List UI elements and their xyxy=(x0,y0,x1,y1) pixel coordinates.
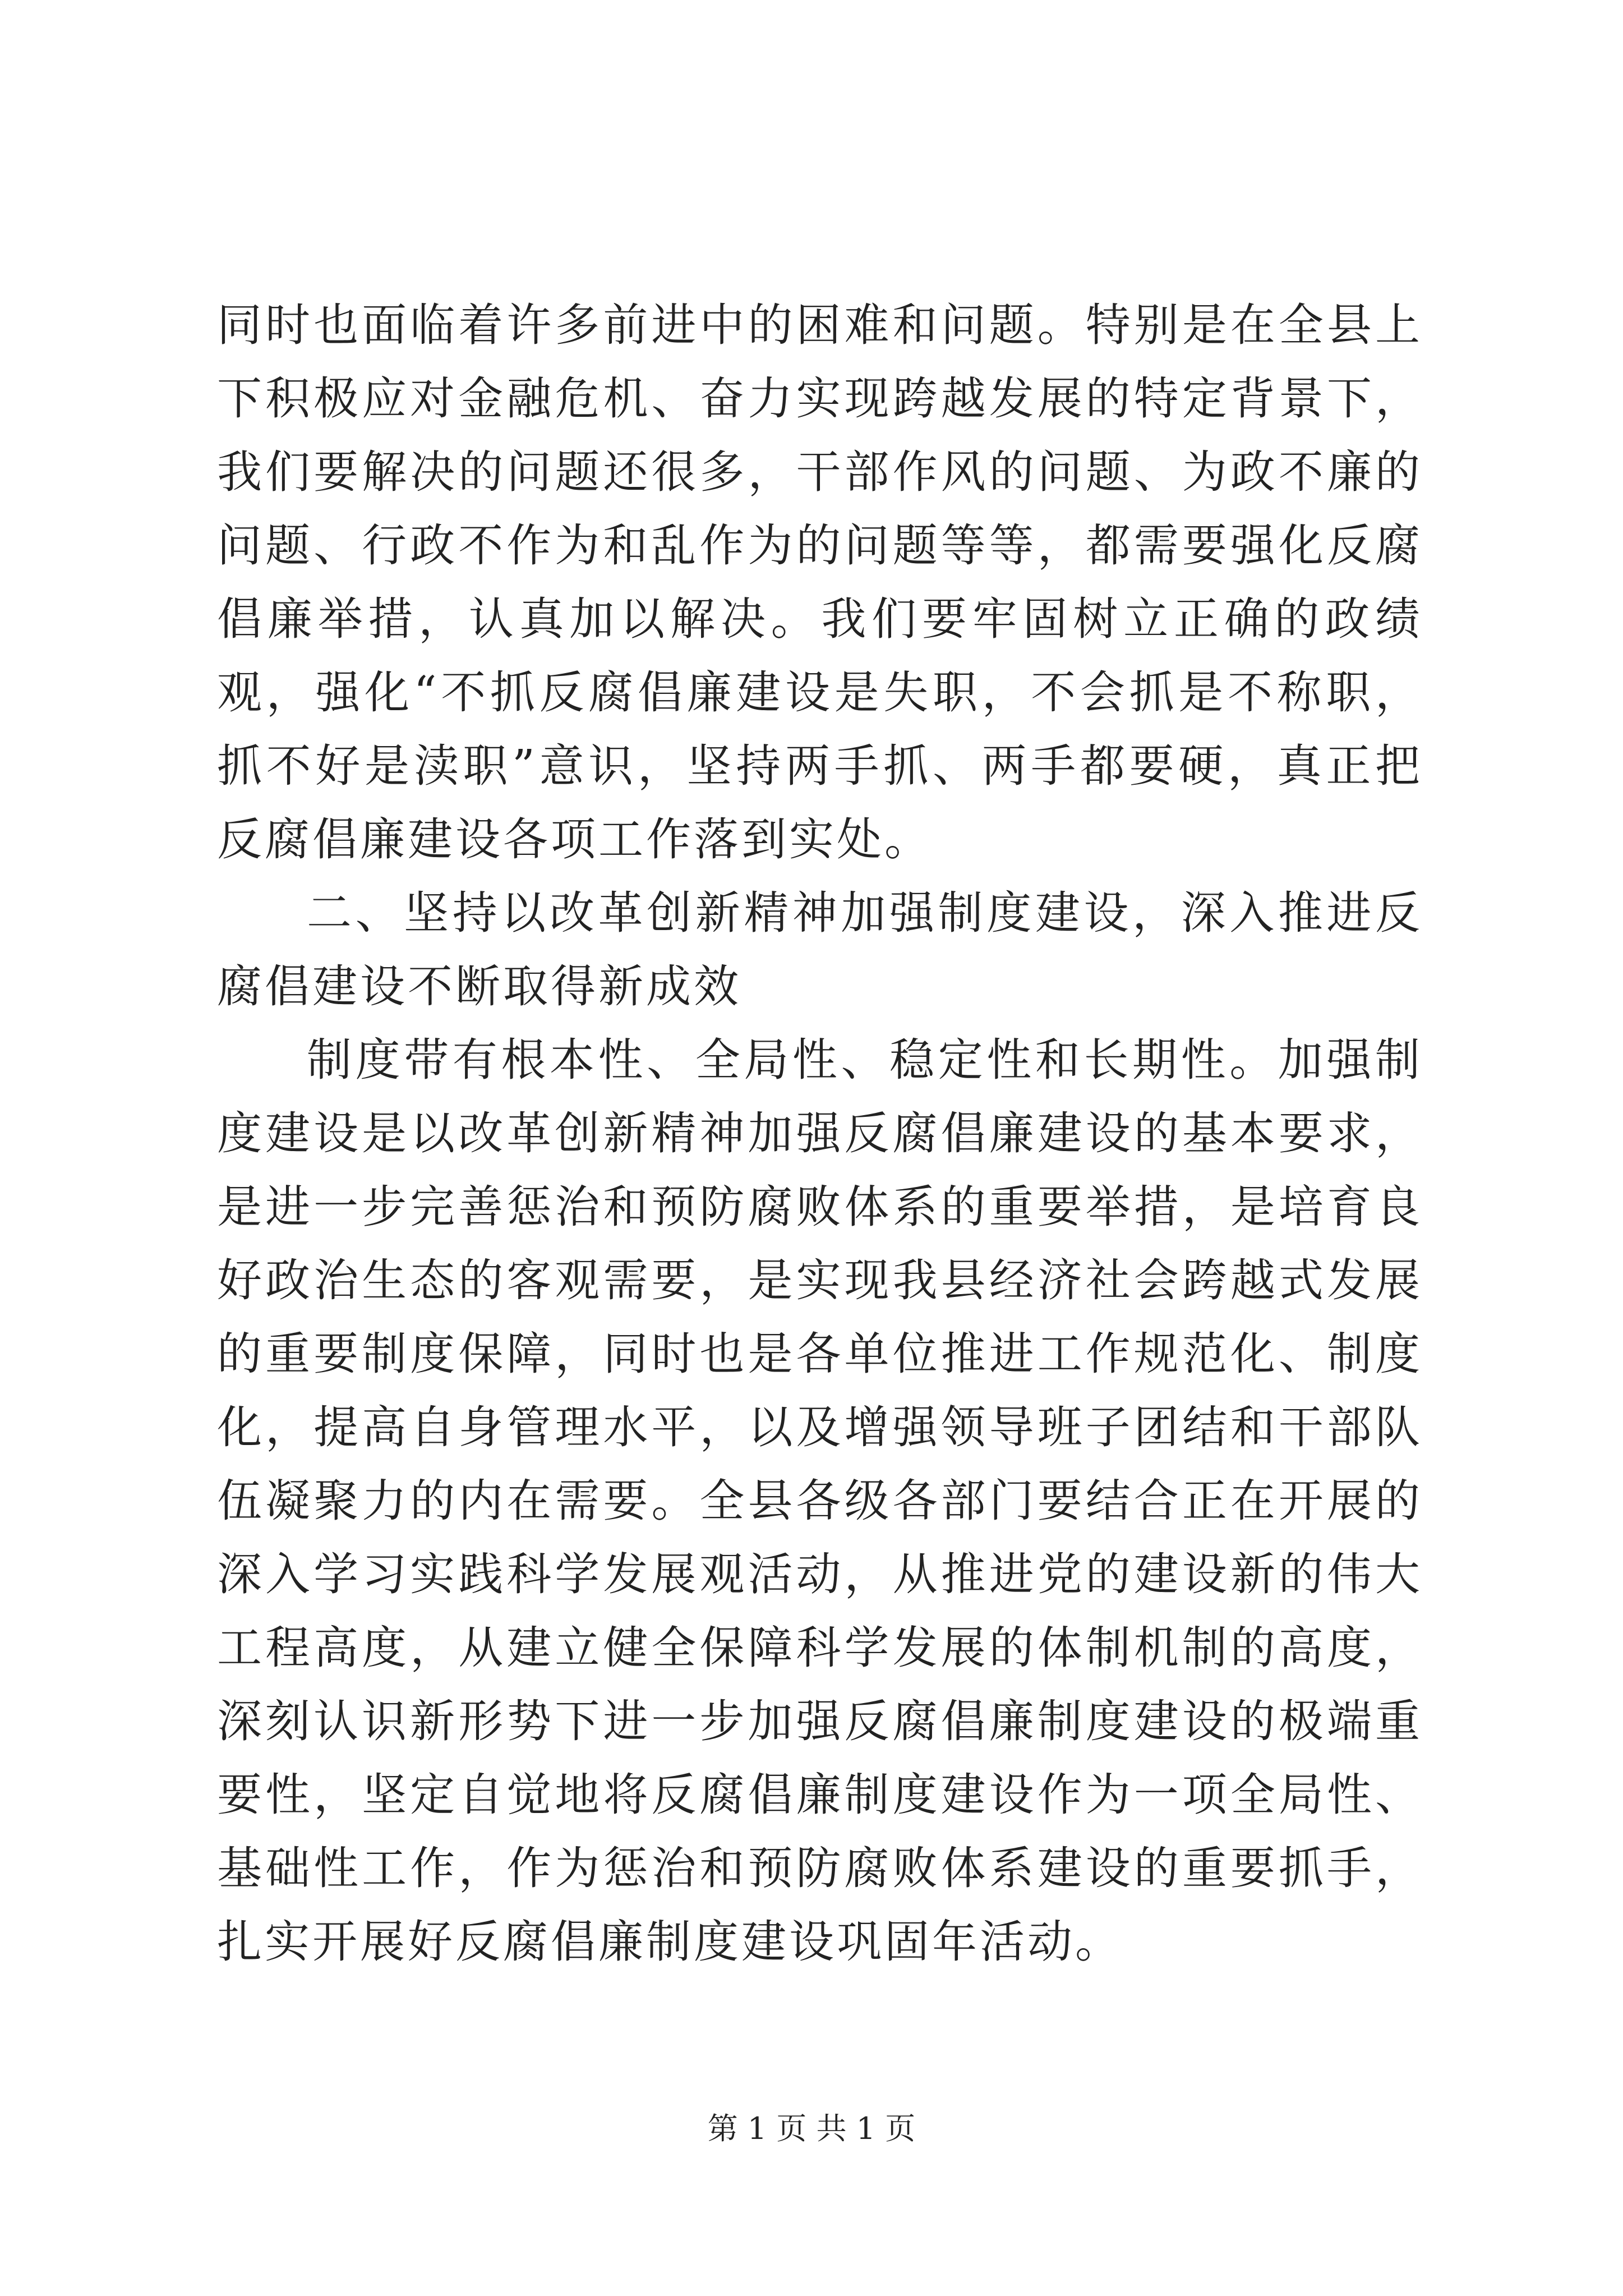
paragraph-1: 同时也面临着许多前进中的困难和问题。特别是在全县上下积极应对金融危机、奋力实现跨越发展的特定背景下，我们要解决的问题还很多，干部作风的问题、为政不廉的问题、行政不作为和乱作为的问题等等，都需要强化反腐倡廉举措，认真加以解决。我们要牢固树立正确的政绩观，强化“不抓反腐倡廉建设是失职，不会抓是不称职，抓不好是渎职”意识，坚持两手抓、两手都要硬，真正把反腐倡廉建设各项工作落到实处。 xyxy=(217,299,1423,866)
document-body xyxy=(217,288,1423,1978)
paragraph-3: 制度带有根本性、全局性、稳定性和长期性。加强制度建设是以改革创新精神加强反腐倡廉建设的基本要求，是进一步完善惩治和预防腐败体系的重要举措，是培育良好政治生态的客观需要，是实现我县经济社会跨越式发展的重要制度保障，同时也是各单位推进工作规范化、制度化，提高自身管理水平，以及增强领导班子团结和干部队伍凝聚力的内在需要。全县各级各部门要结合正在开展的深入学习实践科学发展观活动，从推进党的建设新的伟大工程高度，从建立健全保障科学发展的体制机制的高度，深刻认识新形势下进一步加强反腐倡廉制度建设的极端重要性，坚定自觉地将反腐倡廉制度建设作为一项全局性、基础性工作，作为惩治和预防腐败体系建设的重要抓手，扎实开展好反腐倡廉制度建设巩固年活动。 xyxy=(217,1034,1423,1968)
page-footer: 第 1 页 共 1 页 xyxy=(707,2111,916,2146)
section-heading-2: 二、坚持以改革创新精神加强制度建设，深入推进反腐倡建设不断取得新成效 xyxy=(217,887,1423,1013)
